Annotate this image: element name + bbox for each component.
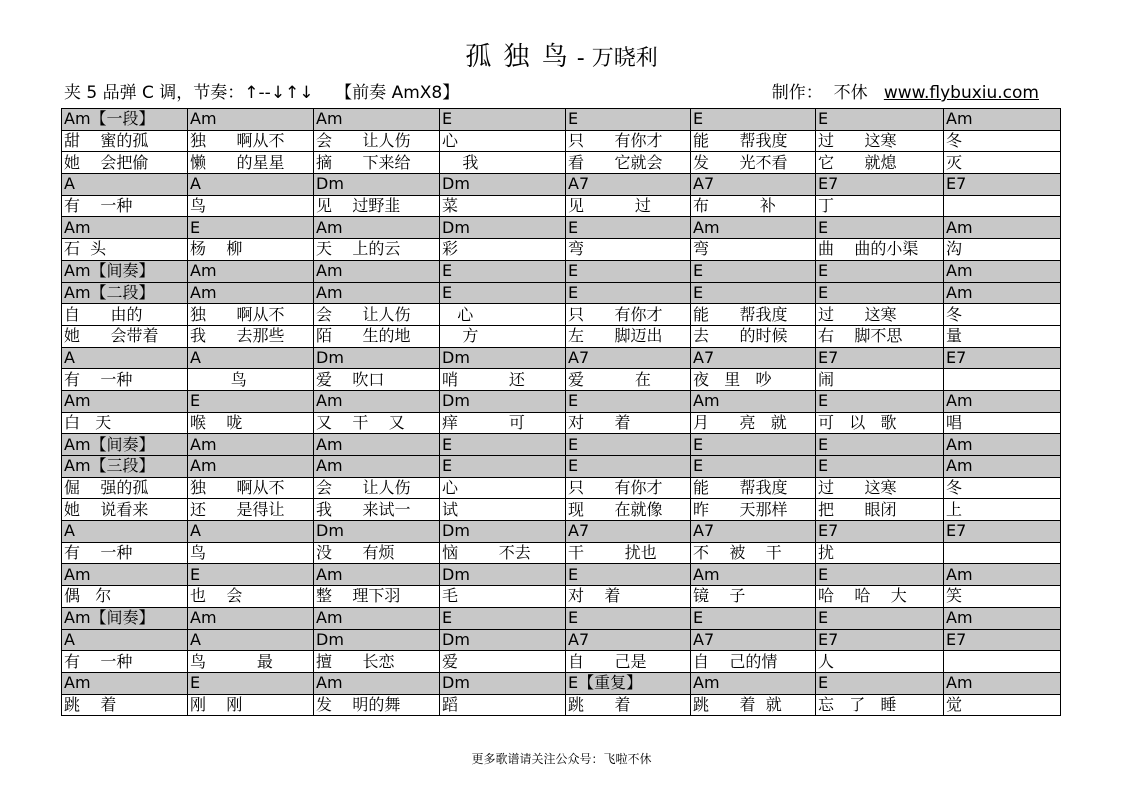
lyric-cell: 爱 吹口 [314,369,440,391]
chord-cell: Am [188,260,314,282]
lyric-cell: 心 [440,130,566,152]
lyric-cell: 上 [944,499,1061,521]
website-link[interactable]: www.flybuxiu.com [883,83,1039,103]
chord-cell: Dm [440,564,566,586]
chord-cell: E7 [944,521,1061,543]
chord-cell: E [566,109,691,131]
chord-cell: E7 [944,174,1061,196]
chord-cell: E [440,434,566,456]
chord-cell: Am【间奏】 [62,607,188,629]
chord-cell: E [566,564,691,586]
chord-cell: A [188,521,314,543]
lyric-row [62,130,1061,152]
lyric-cell: 弯 [691,239,816,261]
lyric-cell: 过 这寒 [816,130,944,152]
chord-cell: Dm [440,217,566,239]
chord-row [62,390,1061,412]
chord-cell: E [816,456,944,478]
chord-cell: A7 [691,347,816,369]
chord-cell: E7 [944,629,1061,651]
lyric-cell [944,651,1061,673]
lyric-cell: 她 说看来 [62,499,188,521]
chord-cell: Am [188,607,314,629]
lyric-cell: 可 以 歌 [816,412,944,434]
lyric-cell: 扰 [816,542,944,564]
lyric-cell: 鸟 [188,195,314,217]
lyric-cell: 独 啊从不 [188,130,314,152]
lyric-cell: 擅 长恋 [314,651,440,673]
lyric-cell: 哈 哈 大 [816,586,944,608]
lyric-cell: 有 一种 [62,195,188,217]
chord-cell: E [816,109,944,131]
lyric-cell: 跳 着 [62,694,188,716]
lyric-cell: 能 帮我度 [691,130,816,152]
chord-cell: Dm [314,347,440,369]
lyric-row [62,152,1061,174]
lyric-cell: 沟 [944,239,1061,261]
chord-cell: E [691,434,816,456]
chord-cell: E [691,282,816,304]
chord-cell: E [440,282,566,304]
lyric-cell: 发 光不看 [691,152,816,174]
lyric-cell: 过 这寒 [816,304,944,326]
chord-cell: A [188,174,314,196]
chord-cell: Am [62,564,188,586]
lyric-cell: 有 一种 [62,651,188,673]
lyric-cell: 弯 [566,239,691,261]
lyric-cell: 对 着 [566,412,691,434]
lyric-cell: 蹈 [440,694,566,716]
lyric-cell: 唱 [944,412,1061,434]
chord-cell: A [188,347,314,369]
lyric-cell: 试 [440,499,566,521]
lyric-cell: 丁 [816,195,944,217]
lyric-cell: 方 [440,325,566,347]
chord-cell: Am [944,456,1061,478]
lyric-cell: 它 就熄 [816,152,944,174]
chord-cell: Am [691,390,816,412]
lyric-cell: 会 让人伤 [314,130,440,152]
lyric-cell: 只 有你才 [566,130,691,152]
chord-cell: E [188,390,314,412]
lyric-cell [944,369,1061,391]
lyric-cell: 过 这寒 [816,477,944,499]
chord-cell: A7 [691,521,816,543]
chord-cell: Am [188,109,314,131]
lyric-cell: 毛 [440,586,566,608]
chord-cell: Dm [314,629,440,651]
chord-cell: Am [188,434,314,456]
lyric-cell: 石 头 [62,239,188,261]
lyric-cell: 会 让人伤 [314,304,440,326]
chord-cell: E [566,607,691,629]
lyric-cell: 杨 柳 [188,239,314,261]
lyric-row [62,412,1061,434]
footer-note: 更多歌谱请关注公众号：飞啦不休 [471,752,652,766]
chord-cell: E [816,282,944,304]
lyric-cell: 冬 [944,477,1061,499]
chord-cell: Dm [440,347,566,369]
lyric-cell: 干 扰也 [566,542,691,564]
chord-row [62,109,1061,131]
chord-cell: Am [314,456,440,478]
lyric-row [62,694,1061,716]
lyric-cell: 见 过野韭 [314,195,440,217]
chord-cell: E [691,109,816,131]
lyric-cell: 人 [816,651,944,673]
chord-cell: Dm [440,390,566,412]
lyric-cell: 发 明的舞 [314,694,440,716]
chord-row [62,174,1061,196]
chord-row [62,607,1061,629]
chord-cell: Am [188,456,314,478]
lyric-cell: 见 过 [566,195,691,217]
chord-row [62,217,1061,239]
lyric-cell: 曲 曲的小渠 [816,239,944,261]
lyric-cell: 能 帮我度 [691,304,816,326]
lyric-cell: 鸟 [188,369,314,391]
chord-cell: Dm [440,174,566,196]
chord-cell: E [816,672,944,694]
lyric-row [62,239,1061,261]
lyric-row [62,369,1061,391]
lyric-cell: 冬 [944,130,1061,152]
chord-cell: Am [314,607,440,629]
chord-cell: Am [314,564,440,586]
lyric-cell: 去 的时候 [691,325,816,347]
lyric-cell: 她 会把偷 [62,152,188,174]
lyric-cell: 我 [440,152,566,174]
chord-cell: Am [944,109,1061,131]
chord-cell: Am [62,217,188,239]
chord-cell: Am【二段】 [62,282,188,304]
chord-cell: Dm [440,672,566,694]
chord-cell: A7 [566,629,691,651]
lyric-cell: 跳 着 就 [691,694,816,716]
chord-cell: E7 [816,347,944,369]
lyric-cell: 懒 的星星 [188,152,314,174]
lyric-cell: 只 有你才 [566,477,691,499]
chord-cell: Am【一段】 [62,109,188,131]
lyric-cell: 现 在就像 [566,499,691,521]
chord-cell: A7 [691,174,816,196]
lyric-cell: 对 着 [566,586,691,608]
lyric-cell: 有 一种 [62,542,188,564]
lyric-cell: 不 被 干 [691,542,816,564]
lyric-row [62,499,1061,521]
chord-cell: Am [62,672,188,694]
lyric-cell: 灭 [944,152,1061,174]
chord-cell: Am [944,434,1061,456]
chord-cell: Am [944,672,1061,694]
chord-cell: Am【间奏】 [62,260,188,282]
lyric-cell: 刚 刚 [188,694,314,716]
maker-info [772,78,1039,103]
chord-cell: E7 [816,521,944,543]
lyric-cell: 右 脚不思 [816,325,944,347]
chord-cell: E【重复】 [566,672,691,694]
lyric-cell: 看 它就会 [566,152,691,174]
lyric-cell: 痒 可 [440,412,566,434]
lyric-cell: 忘 了 睡 [816,694,944,716]
lyric-cell: 彩 [440,239,566,261]
chord-row [62,564,1061,586]
chord-cell: E [566,217,691,239]
chord-cell: A7 [691,629,816,651]
lyric-cell: 冬 [944,304,1061,326]
lyric-cell: 喉 咙 [188,412,314,434]
chord-cell: E [440,109,566,131]
lyric-cell: 又 干 又 [314,412,440,434]
lyric-cell: 闹 [816,369,944,391]
lyric-cell: 甜 蜜的孤 [62,130,188,152]
lyric-row [62,195,1061,217]
lyric-cell: 还 是得让 [188,499,314,521]
chord-cell: E [188,564,314,586]
lyric-cell: 量 [944,325,1061,347]
chord-cell: Am [314,282,440,304]
lyric-cell: 独 啊从不 [188,477,314,499]
chord-row [62,347,1061,369]
lyric-cell: 觉 [944,694,1061,716]
lyric-cell: 我 来试一 [314,499,440,521]
chord-row [62,456,1061,478]
chord-cell: Am [314,672,440,694]
chord-cell: E [566,260,691,282]
chord-cell: Dm [440,521,566,543]
lyric-cell: 布 补 [691,195,816,217]
lyric-cell: 鸟 [188,542,314,564]
chord-row [62,629,1061,651]
chord-cell: A7 [566,347,691,369]
chord-cell: E [816,217,944,239]
chord-cell: A [188,629,314,651]
lyric-cell: 天 上的云 [314,239,440,261]
chord-cell: Am [944,282,1061,304]
lyric-cell: 有 一种 [62,369,188,391]
lyric-cell: 自 由的 [62,304,188,326]
chord-cell: E [816,434,944,456]
chord-cell: Am [691,672,816,694]
chord-cell: E [440,260,566,282]
lyric-cell: 自 己的情 [691,651,816,673]
lyric-cell: 独 啊从不 [188,304,314,326]
chord-cell: Am [62,390,188,412]
chord-cell: E [691,607,816,629]
chord-cell: E [566,390,691,412]
lyric-cell: 会 让人伤 [314,477,440,499]
chord-cell: Am【三段】 [62,456,188,478]
lyric-cell: 能 帮我度 [691,477,816,499]
lyric-cell: 只 有你才 [566,304,691,326]
song-artist: - 万晓利 [569,46,658,71]
chord-cell: Am [944,260,1061,282]
chord-cell: E [188,672,314,694]
lyric-row [62,586,1061,608]
chord-cell: Dm [440,629,566,651]
lyric-cell [944,195,1061,217]
lyric-cell: 整 理下羽 [314,586,440,608]
chord-row [62,672,1061,694]
chord-cell: A7 [566,174,691,196]
chord-cell: E [816,607,944,629]
chord-cell: Am【间奏】 [62,434,188,456]
lyric-row [62,542,1061,564]
lyric-cell: 摘 下来给 [314,152,440,174]
chord-cell: E7 [816,629,944,651]
chord-cell: E [566,282,691,304]
lyric-cell: 左 脚迈出 [566,325,691,347]
lyric-cell: 没 有烦 [314,542,440,564]
chord-row [62,282,1061,304]
lyric-cell: 自 己是 [566,651,691,673]
lyric-cell: 偶 尔 [62,586,188,608]
song-title-main: 孤 独 鸟 [465,42,570,72]
chord-cell: E [691,260,816,282]
chord-row [62,434,1061,456]
chord-cell: Am [314,217,440,239]
chord-cell: E [816,390,944,412]
chord-cell: E [566,456,691,478]
lyric-cell: 恼 不去 [440,542,566,564]
lyric-cell: 哨 还 [440,369,566,391]
chord-cell: Am [314,260,440,282]
lyric-cell: 把 眼闭 [816,499,944,521]
lyric-cell: 白 天 [62,412,188,434]
chord-cell: Am [944,217,1061,239]
maker-label: 制作： 不休 [771,83,884,103]
chord-cell: A [62,174,188,196]
chord-cell: A [62,521,188,543]
chord-cell: E7 [816,174,944,196]
lyric-cell: 她 会带着 [62,325,188,347]
chord-row [62,521,1061,543]
chord-cell: Am [691,564,816,586]
chord-cell: E [816,564,944,586]
chord-cell: E [816,260,944,282]
lyric-row [62,651,1061,673]
lyric-cell: 昨 天那样 [691,499,816,521]
lyric-cell [944,542,1061,564]
lyric-row [62,325,1061,347]
chord-cell: Am [944,390,1061,412]
lyric-cell: 陌 生的地 [314,325,440,347]
lyric-cell: 跳 着 [566,694,691,716]
chord-cell: Am [944,564,1061,586]
lyric-row [62,477,1061,499]
chord-cell: Am [691,217,816,239]
chord-cell: Am [188,282,314,304]
lyric-cell: 夜 里 吵 [691,369,816,391]
lyric-row [62,304,1061,326]
chord-cell: E [440,607,566,629]
lyric-cell: 菜 [440,195,566,217]
chord-cell: Dm [314,174,440,196]
chord-cell: Am [314,109,440,131]
chord-cell: Am [314,434,440,456]
chord-lyric-table [61,108,1061,716]
capo-rhythm-info: 夹 5 品弹 C 调，节奏：↑--↓↑↓ 【前奏 AmX8】 [64,83,460,103]
lyric-cell: 我 去那些 [188,325,314,347]
chord-cell: E [440,456,566,478]
chord-row [62,260,1061,282]
chord-cell: A7 [566,521,691,543]
lyric-cell: 心 [440,304,566,326]
lyric-cell: 鸟 最 [188,651,314,673]
lyric-cell: 倔 强的孤 [62,477,188,499]
lyric-cell: 心 [440,477,566,499]
chord-cell: A [62,629,188,651]
lyric-cell: 爱 在 [566,369,691,391]
chord-cell: E [691,456,816,478]
chord-cell: E7 [944,347,1061,369]
chord-cell: Am [944,607,1061,629]
chord-cell: Dm [314,521,440,543]
chord-cell: E [188,217,314,239]
lyric-cell: 镜 子 [691,586,816,608]
lyric-cell: 笑 [944,586,1061,608]
chord-cell: E [566,434,691,456]
chord-cell: Am [314,390,440,412]
lyric-cell: 爱 [440,651,566,673]
lyric-cell: 也 会 [188,586,314,608]
lyric-cell: 月 亮 就 [691,412,816,434]
song-title [0,36,1123,73]
chord-cell: A [62,347,188,369]
